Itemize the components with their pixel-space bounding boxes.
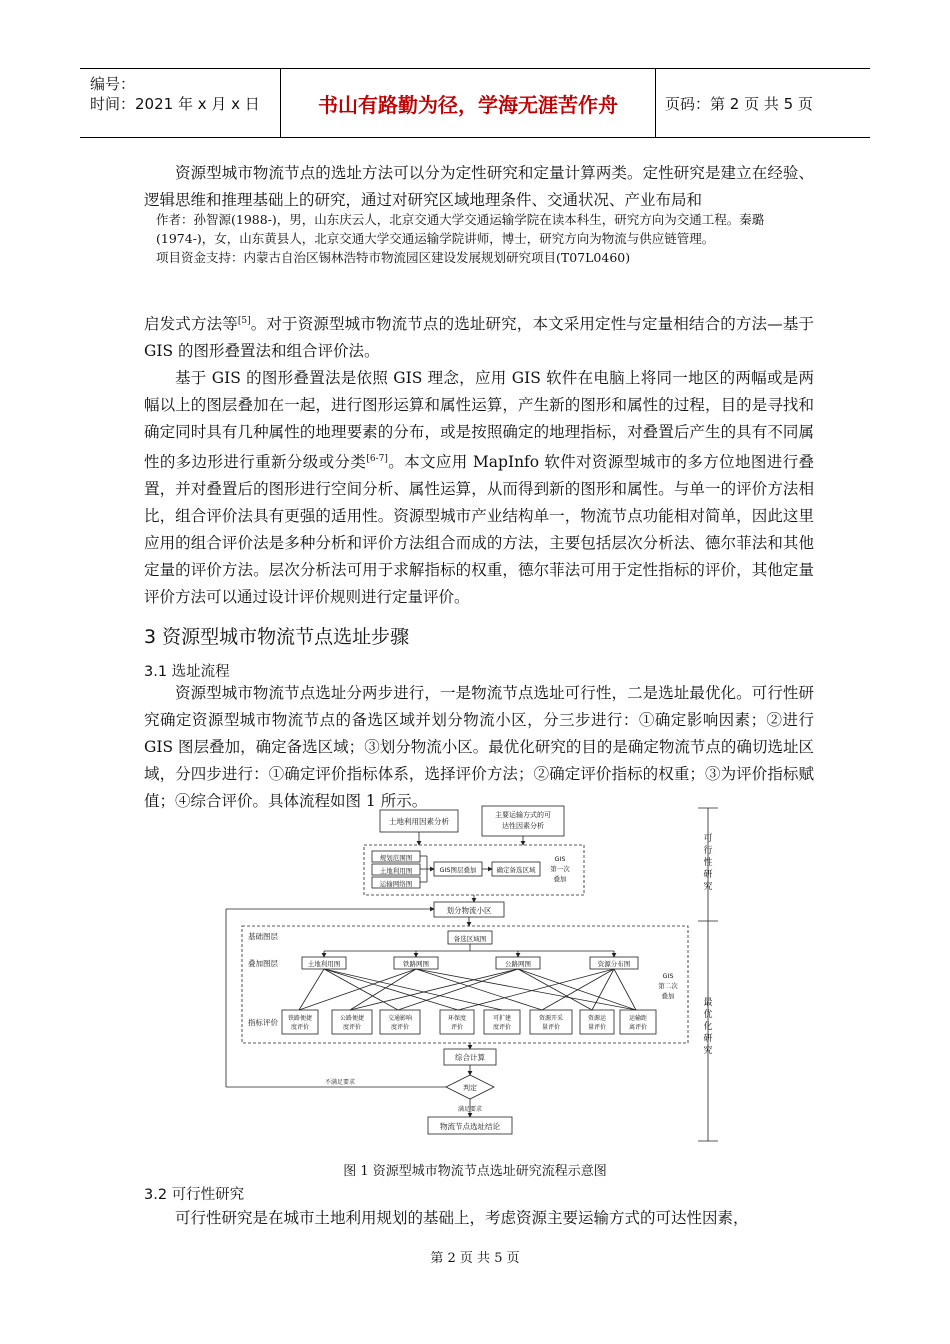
header-time: 时间：2021 年 x 月 x 日 (90, 95, 260, 113)
side-label-opt-4: 研 (703, 1034, 713, 1044)
box-land-factor: 土地利用因素分析 (389, 817, 449, 826)
gis-second-label-3: 叠加 (661, 992, 675, 1000)
index-3b: 度评价 (390, 1024, 410, 1031)
gis-second-label-2: 第二次 (658, 982, 678, 990)
paragraph-1-top (144, 160, 814, 214)
side-label-opt: 最 (703, 998, 713, 1008)
text-run: 。对于资源型城市物流节点的选址研究，本文采用定性与定量相结合的方法—基于 GIS 的图形叠置法和组合评价法。 (144, 315, 814, 361)
overlay-layer-label: 叠加图层 (248, 959, 278, 968)
index-5: 可扩建 (492, 1015, 512, 1022)
side-label-feasibility-4: 研 (703, 870, 713, 880)
paragraph-3: 资源型城市物流节点选址分两步进行，一是物流节点选址可行性，二是选址最优化。可行性研究确定资源型城市物流节点的备选区域并划分物流小区，分三步进行：①确定影响因素；②进行 GIS 图层叠加，确定备选区域；③划分物流小区。最优化研究的目的是确定物流节点的确切选址区域，分四步进行：①确定评价指标体系，选择评价方法；②确定评价指标的权重；③为评价指标赋值；④综合评价。具体流程如图 1 所示。 (144, 684, 814, 810)
overlay-layer-2: 铁路网图 (403, 960, 429, 968)
index-eval-label: 指标评价 (248, 1018, 278, 1027)
index-1: 铁路便捷 (287, 1015, 313, 1022)
layer-land: 土地利用图 (379, 867, 413, 875)
index-2: 公路便捷 (339, 1015, 365, 1022)
figure-caption: 图 1 资源型城市物流节点选址研究流程示意图 (343, 1164, 607, 1179)
paragraph-2 (144, 365, 814, 611)
text-run: 基于 GIS 的图形叠置法是依照 GIS 理念，应用 GIS 软件在电脑上将同一地区的两幅或是两幅以上的图层叠加在一起，进行图形运算和属性运算，产生新的图形和属性的过程，目的是寻找和确定同时具有几种属性的地理要素的分布，或是按照确定的地理指标，对叠置后产生的具有不同属性的多边形进行重新分级或分类 (144, 369, 814, 472)
index-2b: 度评价 (342, 1024, 362, 1031)
citation: [5] (237, 316, 251, 326)
citation: [6-7] (366, 454, 388, 465)
text-run: 启发式方法等 (144, 315, 238, 334)
box-transport-factor: 主要运输方式的可 (495, 811, 551, 819)
gis-second-label: GIS (662, 972, 674, 980)
footnote-authors: 作者：孙智源(1988-)，男，山东庆云人，北京交通大学交通运输学院在读本科生，研究方向为交通工程。秦璐(1974-)，女，山东黄县人，北京交通大学交通运输学院讲师，博士，研究方向为物流与供应链管理。 (156, 212, 765, 246)
gis-overlay-box: GIS图层叠加 (439, 866, 477, 874)
side-label-feasibility: 可 (703, 834, 713, 844)
overlay-layer-4: 资源分布图 (597, 960, 631, 968)
header-page-info: 页码：第 2 页 共 5 页 (665, 94, 813, 113)
paragraph-block-2 (144, 308, 814, 611)
judge-diamond: 判定 (463, 1084, 477, 1092)
layer-plan: 规划范围图 (379, 854, 413, 862)
subsection-31-title: 3.1 选址流程 (144, 664, 230, 680)
gis-first-label-2: 第一次 (550, 865, 570, 873)
base-layer-label: 基础图层 (248, 932, 278, 941)
conclusion-box: 物流节点选址结论 (440, 1122, 500, 1131)
candidate-map-box: 备选区域图 (453, 935, 487, 943)
header-motto: 书山有路勤为径，学海无涯苦作舟 (281, 69, 656, 137)
flowchart-figure (220, 803, 740, 1148)
not-satisfied-label: 不满足要求 (324, 1079, 356, 1086)
side-label-opt-3: 化 (703, 1022, 713, 1032)
footnote-funding: 项目资金支持：内蒙古自治区锡林浩特市物流园区建设发展规划研究项目(T07L0460) (156, 250, 631, 265)
index-7b: 量评价 (587, 1024, 607, 1031)
index-4: 环保度 (447, 1015, 467, 1022)
paragraph-1-cont (144, 308, 814, 365)
side-label-feasibility-3: 性 (703, 858, 713, 868)
index-8: 运输距 (628, 1015, 648, 1022)
box-transport-factor-2: 达性因素分析 (502, 822, 544, 830)
side-label-opt-2: 优 (703, 1010, 713, 1020)
divide-box: 划分物流小区 (446, 906, 492, 915)
index-6b: 量评价 (541, 1024, 561, 1031)
overlay-layer-1: 土地利用图 (307, 960, 341, 968)
index-3: 交通影响 (387, 1015, 413, 1022)
side-label-feasibility-5: 究 (703, 882, 713, 892)
subsection-32-title: 3.2 可行性研究 (144, 1187, 245, 1203)
header-meta (80, 69, 281, 137)
side-label-feasibility-2: 行 (703, 846, 713, 856)
side-label-opt-5: 究 (703, 1046, 713, 1056)
layer-net: 运输网络图 (379, 880, 413, 888)
gis-first-label-3: 叠加 (553, 875, 567, 883)
gis-first-label: GIS (554, 855, 566, 863)
index-6: 资源开采 (538, 1015, 564, 1022)
paragraph-3-block (144, 680, 814, 815)
comprehensive-box: 综合计算 (455, 1053, 485, 1062)
paragraph-text: 资源型城市物流节点的选址方法可以分为定性研究和定量计算两类。定性研究是建立在经验、逻辑思维和推理基础上的研究，通过对研究区域地理条件、交通状况、产业布局和 (144, 164, 814, 209)
page-footer: 第 2 页 共 5 页 (430, 1251, 520, 1266)
paragraph-4-block (144, 1205, 814, 1232)
overlay-layer-3: 公路网图 (505, 960, 531, 968)
header-number: 编号： (90, 75, 136, 93)
determine-area-box: 确定备选区域 (496, 866, 536, 874)
index-1b: 度评价 (290, 1024, 310, 1031)
index-4b: 评价 (450, 1024, 464, 1031)
index-5b: 度评价 (492, 1024, 512, 1031)
section-3-title: 3 资源型城市物流节点选址步骤 (144, 626, 410, 648)
satisfied-label: 满足要求 (457, 1106, 483, 1113)
page-header (80, 68, 870, 138)
text-run: 。本文应用 MapInfo 软件对资源型城市的多方位地图进行叠置，并对叠置后的图形进行空间分析、属性运算，从而得到新的图形和属性。与单一的评价方法相比，组合评价法具有更强的适用性。资源型城市产业结构单一，物流节点功能相对简单，因此这里应用的组合评价法是多种分析和评价方法组合而成的方法，主要包括层次分析法、德尔菲法和其他定量的评价方法。层次分析法可用于求解指标的权重，德尔菲法可用于定性指标的评价，其他定量评价方法可以通过设计评价规则进行定量评价。 (144, 453, 814, 607)
paragraph-4: 可行性研究是在城市土地利用规划的基础上，考虑资源主要运输方式的可达性因素， (175, 1209, 749, 1227)
footnote-block (156, 210, 806, 267)
index-8b: 离评价 (628, 1024, 648, 1031)
index-7: 资源运 (587, 1015, 607, 1022)
